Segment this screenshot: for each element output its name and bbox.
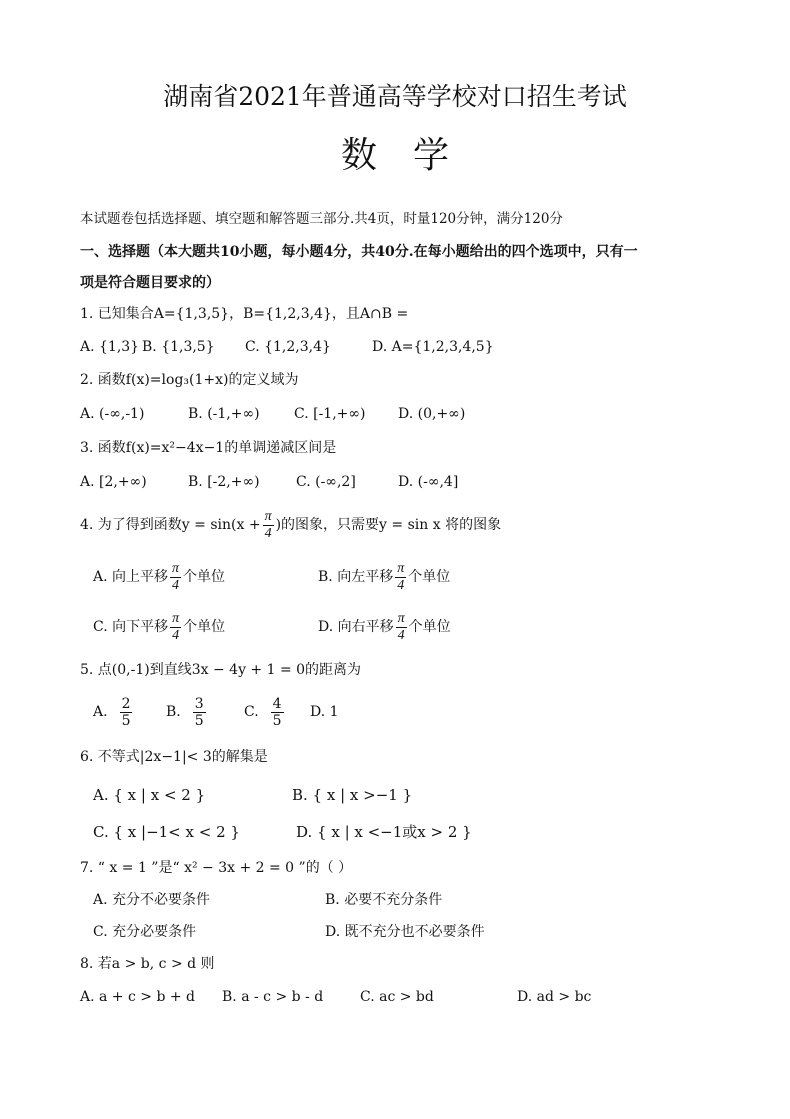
question-8-option-b: B. a - c > b - d bbox=[222, 989, 324, 1005]
section-heading-line1: 一、选择题（本大题共10小题，每小题4分，共40分.在每小题给出的四个选项中，只有一 bbox=[80, 244, 638, 260]
fraction-numerator: π bbox=[172, 610, 180, 626]
question-3-stem: 3. 函数f(x)=x²−4x−1的单调递减区间是 bbox=[80, 440, 337, 456]
question-2-option-b: B. (-1,+∞) bbox=[188, 406, 260, 422]
question-4-stem bbox=[80, 508, 501, 542]
fraction-denominator: 4 bbox=[397, 627, 405, 643]
question-6-option-a: A. { x | x < 2 } bbox=[93, 786, 206, 804]
option-unit: 个单位 bbox=[408, 569, 451, 585]
fraction bbox=[193, 696, 206, 729]
option-label: D. 向右平移 bbox=[318, 619, 394, 635]
fraction-denominator: 4 bbox=[172, 577, 180, 593]
fraction-pi-over-4 bbox=[263, 509, 274, 542]
question-4-stem-start: 4. 为了得到函数y = sin(x + bbox=[80, 517, 261, 533]
question-6-stem: 6. 不等式|2x−1|< 3的解集是 bbox=[80, 749, 268, 765]
fraction-pi-over-4 bbox=[395, 561, 406, 594]
question-3-option-a: A. [2,+∞) bbox=[80, 474, 147, 490]
option-unit: 个单位 bbox=[183, 569, 226, 585]
question-7-option-a: A. 充分不必要条件 bbox=[93, 892, 211, 908]
option-label: C. bbox=[244, 704, 259, 720]
question-2-option-d: D. (0,+∞) bbox=[398, 406, 466, 422]
question-5-stem: 5. 点(0,-1)到直线3x − 4y + 1 = 0的距离为 bbox=[80, 662, 362, 678]
question-6-option-c: C. { x |−1< x < 2 } bbox=[93, 823, 240, 841]
question-5-option-b bbox=[166, 695, 208, 729]
question-2-stem: 2. 函数f(x)=log₃(1+x)的定义域为 bbox=[80, 372, 299, 388]
question-2-option-c: C. [-1,+∞) bbox=[294, 406, 366, 422]
fraction-denominator: 5 bbox=[272, 712, 282, 729]
question-4-stem-end: )的图象，只需要y = sin x 将的图象 bbox=[275, 517, 502, 533]
question-4-option-a bbox=[93, 560, 225, 594]
fraction-pi-over-4 bbox=[170, 561, 181, 594]
question-6-option-b: B. { x | x >−1 } bbox=[292, 786, 413, 804]
question-7-option-b: B. 必要不充分条件 bbox=[325, 892, 443, 908]
option-unit: 个单位 bbox=[183, 619, 226, 635]
fraction-denominator: 4 bbox=[264, 525, 272, 541]
section-heading-line2: 项是符合题目要求的） bbox=[80, 275, 220, 291]
fraction-numerator: π bbox=[397, 560, 405, 576]
question-5-option-c bbox=[244, 695, 286, 729]
fraction bbox=[271, 696, 284, 729]
question-3-option-d: D. (-∞,4] bbox=[398, 474, 459, 490]
question-5-option-d: D. 1 bbox=[310, 704, 339, 720]
question-1-option-c: C. {1,2,3,4} bbox=[245, 339, 331, 355]
subject-title: 数 学 bbox=[340, 135, 449, 176]
fraction-denominator: 5 bbox=[194, 712, 204, 729]
fraction-numerator: 2 bbox=[121, 695, 131, 712]
question-7-stem: 7. “ x = 1 ”是“ x² − 3x + 2 = 0 ”的（ ） bbox=[80, 860, 353, 876]
question-1-option-b: B. {1,3,5} bbox=[142, 339, 215, 355]
question-1-option-d: D. A={1,2,3,4,5} bbox=[372, 339, 494, 355]
question-1-stem: 1. 已知集合A={1,3,5}，B={1,2,3,4}，且A∩B = bbox=[80, 306, 409, 322]
fraction-numerator: 3 bbox=[194, 695, 204, 712]
question-4-option-c bbox=[93, 610, 225, 644]
fraction-pi-over-4 bbox=[396, 611, 407, 644]
question-7-option-d: D. 既不充分也不必要条件 bbox=[325, 924, 485, 940]
exam-title: 湖南省2021年普通高等学校对口招生考试 bbox=[163, 82, 627, 111]
fraction-pi-over-4 bbox=[170, 611, 181, 644]
fraction-numerator: π bbox=[172, 560, 180, 576]
fraction-numerator: 4 bbox=[272, 695, 282, 712]
question-8-option-a: A. a + c > b + d bbox=[80, 989, 196, 1005]
intro-text: 本试题卷包括选择题、填空题和解答题三部分.共4页，时量120分钟，满分120分 bbox=[80, 211, 563, 227]
question-4-option-d bbox=[318, 610, 451, 644]
question-3-option-c: C. (-∞,2] bbox=[296, 474, 356, 490]
fraction-denominator: 4 bbox=[172, 627, 180, 643]
fraction-numerator: π bbox=[264, 508, 272, 524]
question-6-option-d: D. { x | x <−1或x > 2 } bbox=[296, 823, 472, 841]
fraction bbox=[120, 696, 133, 729]
question-4-option-b bbox=[318, 560, 450, 594]
question-8-stem: 8. 若a > b, c > d 则 bbox=[80, 956, 215, 972]
fraction-denominator: 5 bbox=[121, 712, 131, 729]
question-5-option-a bbox=[93, 695, 134, 729]
option-unit: 个单位 bbox=[408, 619, 451, 635]
question-8-option-d: D. ad > bc bbox=[517, 989, 592, 1005]
option-label: B. bbox=[166, 704, 181, 720]
option-label: A. 向上平移 bbox=[93, 569, 169, 585]
question-2-option-a: A. (-∞,-1) bbox=[80, 406, 145, 422]
option-label: B. 向左平移 bbox=[318, 569, 394, 585]
question-8-option-c: C. ac > bd bbox=[360, 989, 434, 1005]
fraction-numerator: π bbox=[397, 610, 405, 626]
fraction-denominator: 4 bbox=[397, 577, 405, 593]
question-1-option-a: A. {1,3} bbox=[80, 339, 140, 355]
option-label: C. 向下平移 bbox=[93, 619, 169, 635]
option-label: A. bbox=[93, 704, 108, 720]
question-7-option-c: C. 充分必要条件 bbox=[93, 924, 197, 940]
question-3-option-b: B. [-2,+∞) bbox=[188, 474, 260, 490]
